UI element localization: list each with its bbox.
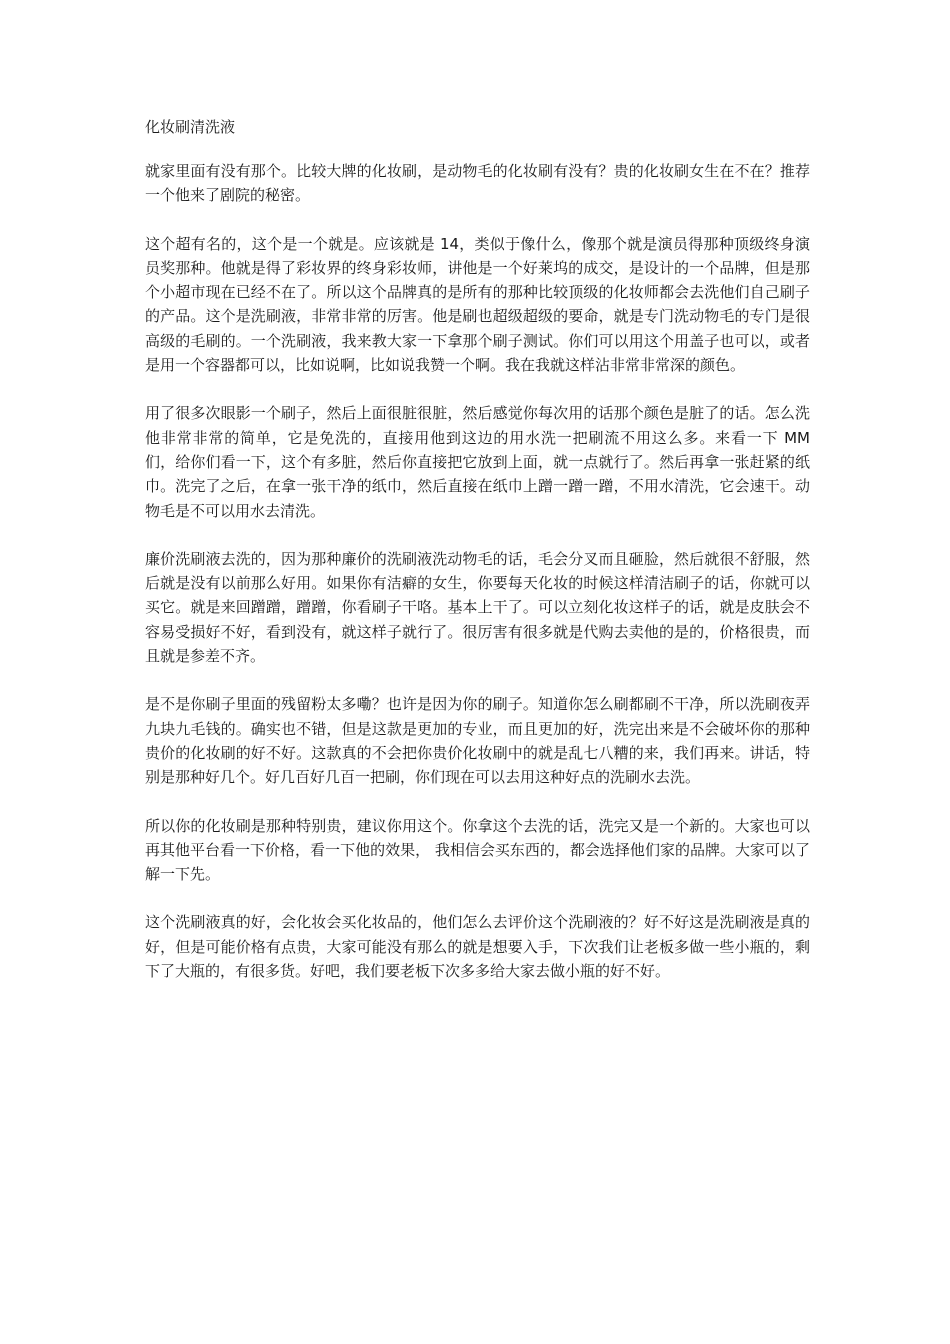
- paragraph-3: 用了很多次眼影一个刷子，然后上面很脏很脏，然后感觉你每次用的话那个颜色是脏了的话。怎么洗他非常非常的简单，它是免洗的，直接用他到这边的用水洗一把刷流不用这么多。来看一下 MM 们，给你们看一下，这个有多脏，然后你直接把它放到上面，就一点就行了。然后再拿一张赶紧的纸巾。洗完了之后，在拿一张干净的纸巾，然后直接在纸巾上蹭一蹭一蹭，不用水清洗，它会速干。动物毛是不可以用水去清洗。: [145, 404, 810, 520]
- document-title: 化妆刷清洗液: [145, 118, 236, 136]
- paragraph-5: 是不是你刷子里面的残留粉太多嘞？也许是因为你的刷子。知道你怎么刷都刷不干净，所以洗刷夜弄九块九毛钱的。确实也不错，但是这款是更加的专业，而且更加的好，洗完出来是不会破坏你的那种贵价的化妆刷的好不好。这款真的不会把你贵价化妆刷中的就是乱七八糟的来，我们再来。讲话，特别是那种好几个。好几百好几百一把刷，你们现在可以去用这种好点的洗刷水去洗。: [145, 695, 810, 787]
- paragraph-4: 廉价洗刷液去洗的，因为那种廉价的洗刷液洗动物毛的话，毛会分叉而且砸脸，然后就很不舒服，然后就是没有以前那么好用。如果你有洁癖的女生，你要每天化妆的时候这样清洁刷子的话，你就可以买它。就是来回蹭蹭，蹭蹭，你看刷子干咯。基本上干了。可以立刻化妆这样子的话，就是皮肤会不容易受损好不好，看到没有，就这样子就行了。很厉害有很多就是代购去卖他的是的，价格很贵，而且就是参差不齐。: [145, 549, 810, 666]
- paragraph-2: 这个超有名的，这个是一个就是。应该就是 14，类似于像什么，像那个就是演员得那种顶级终身演员奖那种。他就是得了彩妆界的终身彩妆师，讲他是一个好莱坞的成交，是设计的一个品牌，但是那个小超市现在已经不在了。所以这个品牌真的是所有的那种比较顶级的化妆师都会去洗他们自己刷子的产品。这个是洗刷液，非常非常的厉害。他是刷也超级超级的要命，就是专门洗动物毛的专门是很高级的毛刷的。一个洗刷液，我来教大家一下拿那个刷子测试。你们可以用这个用盖子也可以，或者是用一个容器都可以，比如说啊，比如说我赞一个啊。我在我就这样沾非常非常深的颜色。: [145, 234, 810, 375]
- paragraph-6: 所以你的化妆刷是那种特别贵，建议你用这个。你拿这个去洗的话，洗完又是一个新的。大家也可以再其他平台看一下价格，看一下他的效果， 我相信会买东西的，都会选择他们家的品牌。大家可以了解一下先。: [145, 816, 810, 884]
- document-page: [145, 115, 810, 1007]
- paragraph-7: 这个洗刷液真的好，会化妆会买化妆品的，他们怎么去评价这个洗刷液的？好不好这是洗刷液是真的好，但是可能价格有点贵，大家可能没有那么的就是想要入手，下次我们让老板多做一些小瓶的，剩下了大瓶的，有很多货。好吧，我们要老板下次多多给大家去做小瓶的好不好。: [145, 913, 810, 981]
- paragraph-1: 就家里面有没有那个。比较大牌的化妆刷，是动物毛的化妆刷有没有？贵的化妆刷女生在不在？推荐一个他来了剧院的秘密。: [145, 162, 810, 205]
